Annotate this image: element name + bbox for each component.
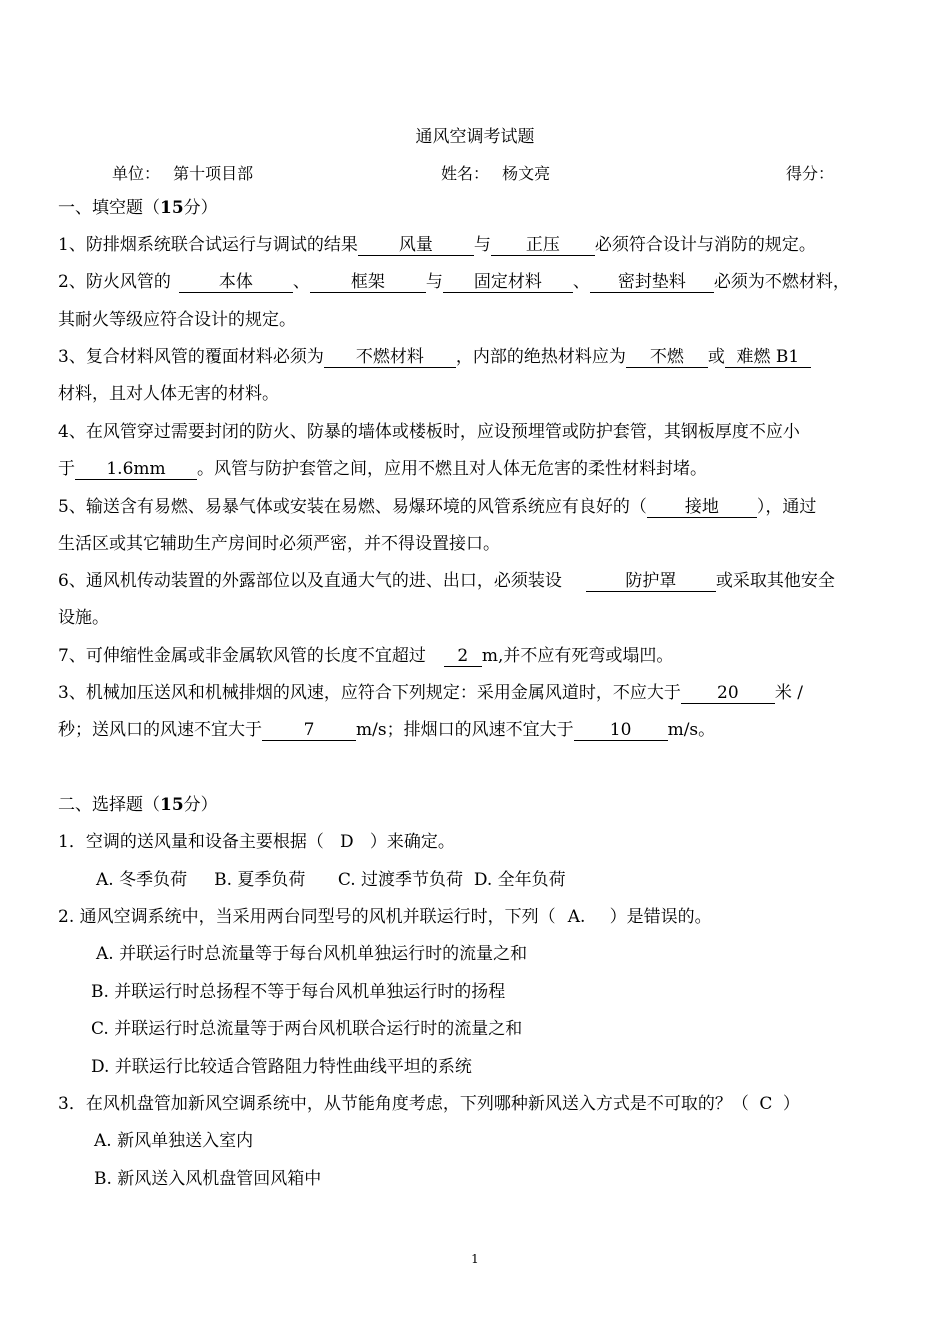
answer-blank: 接地 [647,497,757,518]
question-1-2-cont: 其耐火等级应符合设计的规定。 [58,310,296,330]
name-field [441,161,550,184]
selected-answer: D [340,832,354,852]
question-1-4-cont: 于 1.6mm 。风管与防护套管之间，应用不燃且对人体无危害的柔性材料封堵。 [58,459,707,479]
answer-blank: 不燃 [626,347,708,368]
unit-value: 第十项目部 [173,164,254,183]
question-2-2: 2. 通风空调系统中，当采用两台同型号的风机并联运行时，下列（ A. ）是错误的。 [58,907,712,927]
score-field [786,161,834,184]
selected-answer: C [759,1094,773,1114]
question-1-8-cont: 秒；送风口的风速不宜大于 7 m/s；排烟口的风速不宜大于 10 m/s。 [58,720,716,740]
question-1-4: 4、在风管穿过需要封闭的防火、防暴的墙体或楼板时，应设预埋管或防护套管，其钢板厚度不应小 [58,422,800,442]
question-1-1: 1、防排烟系统联合试运行与调试的结果 风量 与 正压 必须符合设计与消防的规定。 [58,235,816,255]
question-2-2-option-a: A. 并联运行时总流量等于每台风机单独运行时的流量之和 [96,944,528,964]
answer-blank: 2 [444,646,482,667]
score-label: 得分： [786,164,835,183]
answer-blank: 难燃 B1 [725,347,811,368]
answer-blank: 正压 [491,235,595,256]
question-1-3: 3、复合材料风管的覆面材料必须为 不燃材料 ，内部的绝热材料应为 不燃 或 难燃 B1 [58,345,892,369]
question-1-6: 6、通风机传动装置的外露部位以及直通大气的进、出口，必须装设 防护罩 或采取其他安全 [58,571,835,591]
question-2-1-options: A. 冬季负荷 B. 夏季负荷 C. 过渡季节负荷 D. 全年负荷 [96,870,566,890]
name-label: 姓名： [441,164,490,183]
question-1-8: 3、机械加压送风和机械排烟的风速，应符合下列规定：采用金属风道时，不应大于 20 米 / [58,683,803,703]
question-2-3-option-b: B. 新风送入风机盘管回风箱中 [94,1169,322,1189]
answer-blank: 密封垫料 [590,272,714,293]
unit-label: 单位： [112,164,161,183]
question-1-3-cont: 材料，且对人体无害的材料。 [58,384,279,404]
answer-blank: 风量 [358,235,474,256]
unit-field [112,161,253,184]
answer-blank: 固定材料 [443,272,573,293]
answer-blank: 本体 [179,272,293,293]
section2-heading: 二、选择题（15分） [58,795,218,815]
question-1-5-cont: 生活区或其它辅助生产房间时必须严密，并不得设置接口。 [58,534,500,554]
answer-blank: 7 [262,720,356,741]
question-1-7: 7、可伸缩性金属或非金属软风管的长度不宜超过 2 m,并不应有死弯或塌凹。 [58,646,674,666]
selected-answer: A. [567,907,586,927]
answer-blank: 20 [681,683,775,704]
question-2-2-option-d: D. 并联运行比较适合管路阻力特性曲线平坦的系统 [91,1057,472,1077]
question-2-2-option-b: B. 并联运行时总扬程不等于每台风机单独运行时的扬程 [91,982,506,1002]
page-number: 1 [471,1252,479,1266]
question-1-6-cont: 设施。 [58,608,109,628]
question-2-1: 1．空调的送风量和设备主要根据（ D ）来确定。 [58,832,455,852]
answer-blank: 不燃材料 [324,347,456,368]
question-2-3: 3．在风机盘管加新风空调系统中，从节能角度考虑，下列哪种新风送入方式是不可取的？（ C ） [58,1094,800,1114]
question-1-2: 2、防火风管的 本体 、 框架 与 固定材料 、 密封垫料 必须为不燃材料， [58,272,850,292]
answer-blank: 防护罩 [586,571,716,592]
question-2-2-option-c: C. 并联运行时总流量等于两台风机联合运行时的流量之和 [91,1019,523,1039]
answer-blank: 框架 [310,272,426,293]
document-title: 通风空调考试题 [415,127,535,147]
question-2-3-option-a: A. 新风单独送入室内 [94,1131,254,1151]
name-value: 杨文亮 [502,164,551,183]
answer-blank: 1.6mm [75,459,197,480]
answer-blank: 10 [574,720,668,741]
section1-heading: 一、填空题（15分） [58,198,218,218]
question-1-5: 5、输送含有易燃、易暴气体或安装在易燃、易爆环境的风管系统应有良好的（ 接地 ），通过 [58,497,817,517]
